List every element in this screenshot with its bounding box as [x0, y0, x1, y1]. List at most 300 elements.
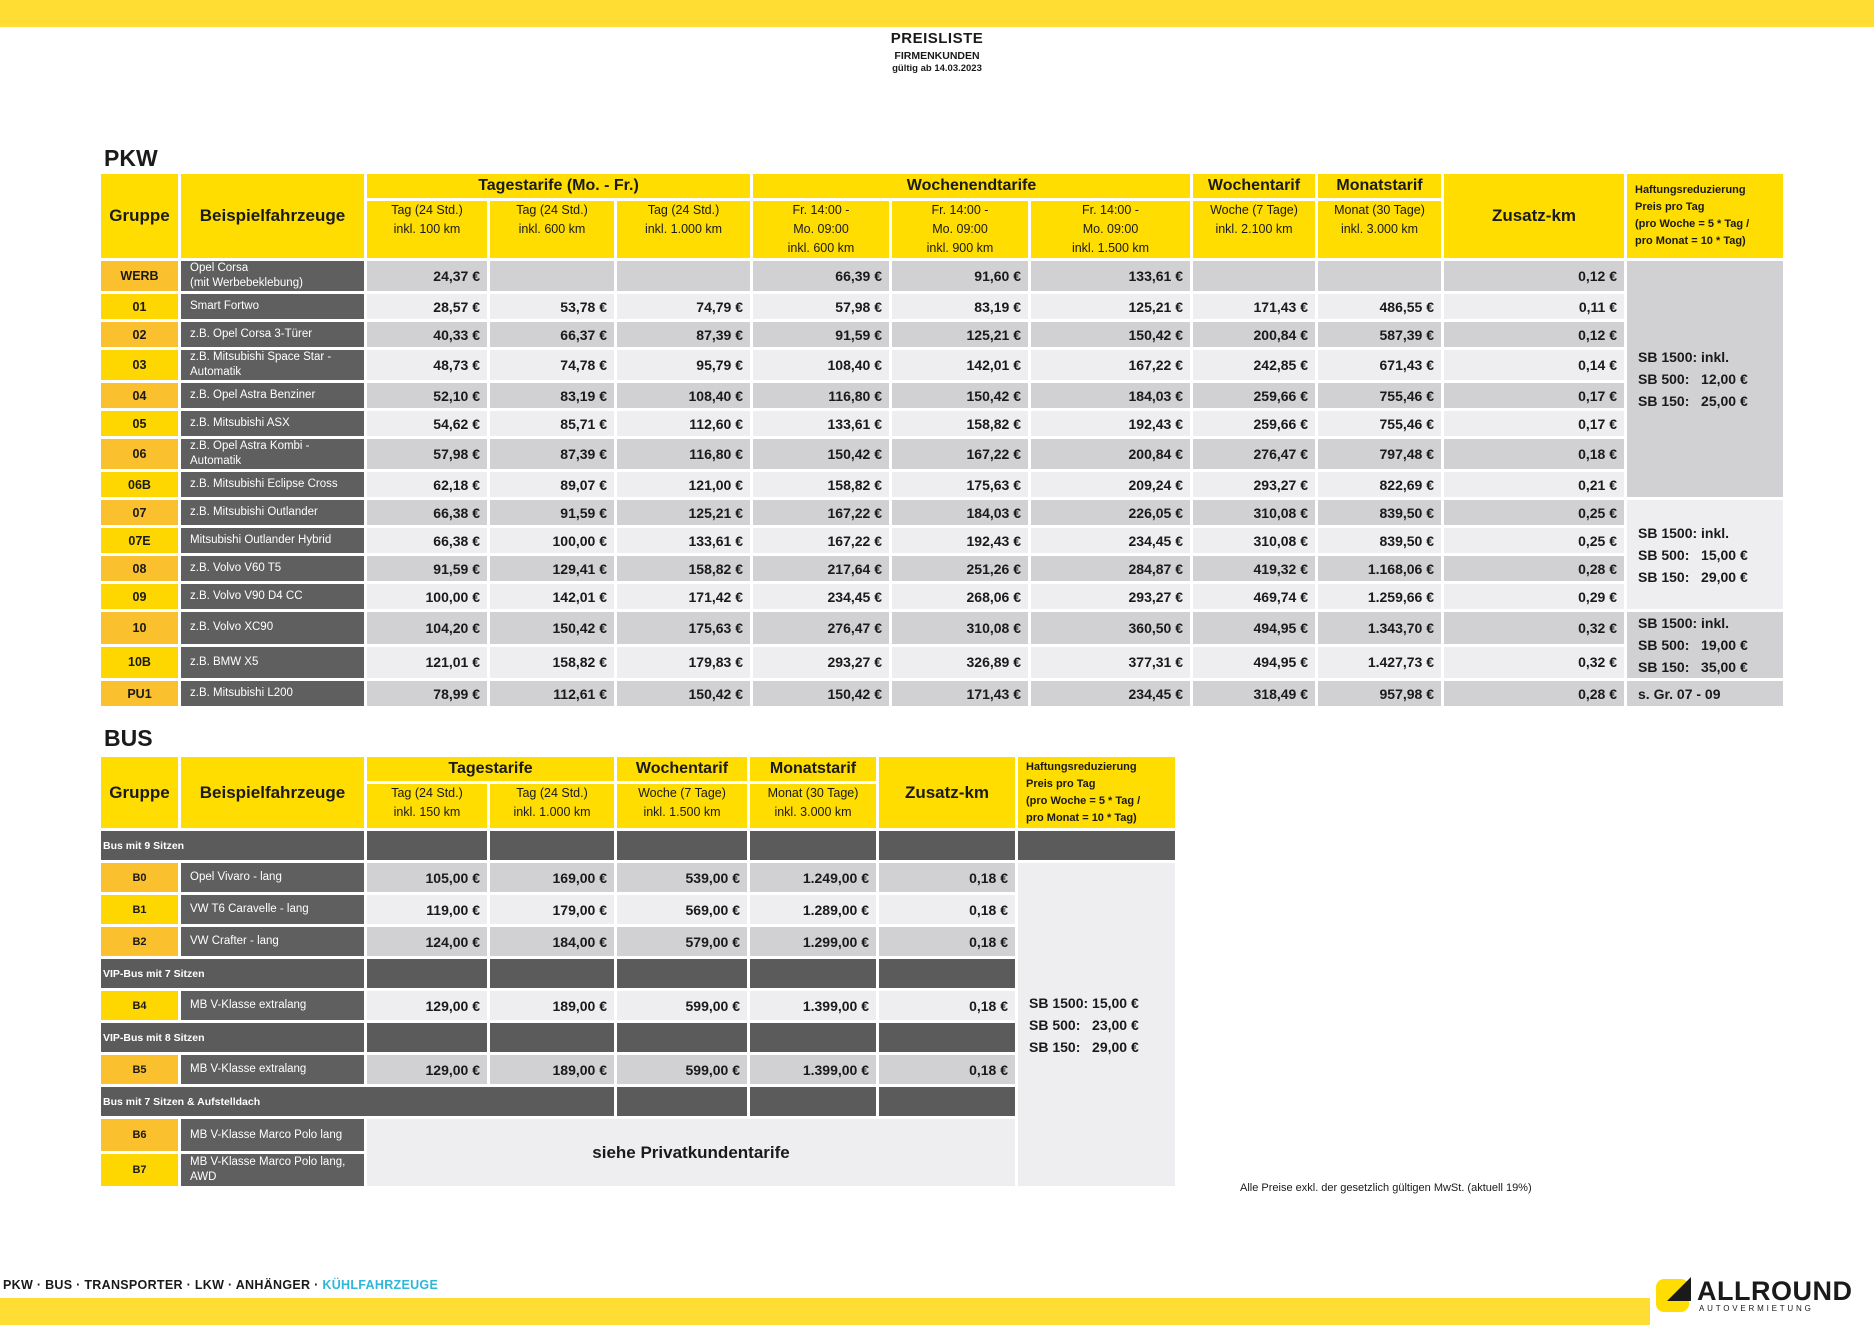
bus-category-filler: [490, 1023, 614, 1052]
pkw-group-code: 10B: [101, 647, 178, 679]
pkw-price-km: 0,25 €: [1444, 528, 1624, 553]
pkw-price-d2: 83,19 €: [490, 383, 614, 408]
pkw-header-we-1500km: Fr. 14:00 - Mo. 09:00 inkl. 1.500 km: [1031, 201, 1190, 258]
pkw-vehicle-example: z.B. Mitsubishi Eclipse Cross: [181, 472, 364, 497]
pkw-price-month: 822,69 €: [1318, 472, 1441, 497]
bus-deductible-line: SB 150: 29,00 €: [1029, 1038, 1139, 1055]
pkw-price-w2: 142,01 €: [892, 350, 1028, 380]
pkw-price-month: 1.427,73 €: [1318, 647, 1441, 679]
pkw-price-w2: 167,22 €: [892, 439, 1028, 469]
pkw-price-d2: 53,78 €: [490, 294, 614, 319]
pkw-header-tag-600km: Tag (24 Std.) inkl. 600 km: [490, 201, 614, 258]
pkw-price-month: 587,39 €: [1318, 322, 1441, 347]
bus-category-row: [101, 831, 1175, 860]
pkw-price-km: 0,29 €: [1444, 584, 1624, 609]
pkw-price-month: 839,50 €: [1318, 500, 1441, 525]
pkw-price-d1: 48,73 €: [367, 350, 487, 380]
pkw-price-w3: 234,45 €: [1031, 681, 1190, 706]
bus-price-d2: 189,00 €: [490, 991, 614, 1020]
bus-price-week: 599,00 €: [617, 991, 747, 1020]
pkw-price-w1: 116,80 €: [753, 383, 889, 408]
pkw-price-km: 0,25 €: [1444, 500, 1624, 525]
bus-price-d1: 105,00 €: [367, 863, 487, 892]
bus-header-beispielfahrzeuge: Beispielfahrzeuge: [181, 757, 364, 828]
pkw-price-week: 494,95 €: [1193, 612, 1315, 644]
pkw-price-w2: 171,43 €: [892, 681, 1028, 706]
bus-price-d2: 179,00 €: [490, 895, 614, 924]
pkw-row: [101, 500, 1783, 525]
pkw-price-d1: 66,38 €: [367, 528, 487, 553]
pkw-price-d2: 85,71 €: [490, 411, 614, 436]
pkw-header-zusatz-km: Zusatz-km: [1444, 174, 1624, 258]
bus-header-zusatz-km: Zusatz-km: [879, 757, 1015, 828]
pkw-price-w1: 293,27 €: [753, 647, 889, 679]
pkw-price-d3: 175,63 €: [617, 612, 750, 644]
pkw-price-d2: 89,07 €: [490, 472, 614, 497]
pkw-price-km: 0,14 €: [1444, 350, 1624, 380]
pkw-price-km: 0,32 €: [1444, 647, 1624, 679]
bus-category-label: Bus mit 7 Sitzen & Aufstelldach: [101, 1087, 614, 1116]
pkw-price-d1: 78,99 €: [367, 681, 487, 706]
pkw-vehicle-example: Opel Corsa (mit Werbebeklebung): [181, 261, 364, 291]
pkw-group-code: 02: [101, 322, 178, 347]
pkw-price-month: 957,98 €: [1318, 681, 1441, 706]
bus-category-filler: [617, 831, 747, 860]
pkw-price-month: [1318, 261, 1441, 291]
bus-group-code: B4: [101, 991, 178, 1020]
bus-category-filler: [490, 959, 614, 988]
pkw-group-code: 07: [101, 500, 178, 525]
footer-category-line: PKW · BUS · TRANSPORTER · LKW · ANHÄNGER · KÜHLFAHRZEUGE: [3, 1278, 439, 1292]
pkw-price-d3: 133,61 €: [617, 528, 750, 553]
bus-price-month: 1.299,00 €: [750, 927, 876, 956]
footer-categories: PKW · BUS · TRANSPORTER · LKW · ANHÄNGER: [3, 1278, 311, 1292]
pkw-group-code: 08: [101, 556, 178, 581]
pkw-vehicle-example: z.B. BMW X5: [181, 647, 364, 679]
pkw-header-monatstarif: Monatstarif: [1318, 174, 1441, 198]
pkw-vehicle-example: z.B. Mitsubishi Outlander: [181, 500, 364, 525]
pkw-price-d2: 74,78 €: [490, 350, 614, 380]
pkw-vehicle-example: z.B. Volvo V60 T5: [181, 556, 364, 581]
pkw-price-month: 1.343,70 €: [1318, 612, 1441, 644]
pkw-header-we-900km: Fr. 14:00 - Mo. 09:00 inkl. 900 km: [892, 201, 1028, 258]
bus-category-row: [101, 1087, 1175, 1116]
pkw-group-code: WERB: [101, 261, 178, 291]
pkw-price-km: 0,11 €: [1444, 294, 1624, 319]
bus-group-code: B5: [101, 1055, 178, 1084]
pkw-price-d1: 66,38 €: [367, 500, 487, 525]
pkw-price-month: 755,46 €: [1318, 383, 1441, 408]
pkw-vehicle-example: z.B. Opel Astra Benziner: [181, 383, 364, 408]
pkw-price-w3: 200,84 €: [1031, 439, 1190, 469]
pkw-group-code: 09: [101, 584, 178, 609]
pkw-group-code: 06B: [101, 472, 178, 497]
pkw-price-month: 1.168,06 €: [1318, 556, 1441, 581]
pkw-header-beispielfahrzeuge: Beispielfahrzeuge: [181, 174, 364, 258]
pkw-price-d3: 179,83 €: [617, 647, 750, 679]
pkw-price-d3: 116,80 €: [617, 439, 750, 469]
pkw-price-w2: 326,89 €: [892, 647, 1028, 679]
footer-highlight-category: KÜHLFAHRZEUGE: [322, 1278, 439, 1292]
pkw-price-w1: 167,22 €: [753, 528, 889, 553]
pkw-price-d3: 171,42 €: [617, 584, 750, 609]
pkw-price-w2: 184,03 €: [892, 500, 1028, 525]
pkw-price-w3: 184,03 €: [1031, 383, 1190, 408]
pkw-price-w2: 251,26 €: [892, 556, 1028, 581]
bus-row: [101, 927, 1175, 956]
pkw-group-code: 10: [101, 612, 178, 644]
pkw-price-km: 0,21 €: [1444, 472, 1624, 497]
bus-price-d2: 169,00 €: [490, 863, 614, 892]
bus-price-month: 1.399,00 €: [750, 991, 876, 1020]
pkw-group-code: 03: [101, 350, 178, 380]
pkw-vehicle-example: z.B. Opel Astra Kombi - Automatik: [181, 439, 364, 469]
pkw-price-w1: 66,39 €: [753, 261, 889, 291]
pkw-price-d2: 112,61 €: [490, 681, 614, 706]
bus-row: [101, 991, 1175, 1020]
bus-price-month: 1.249,00 €: [750, 863, 876, 892]
bus-row: [101, 863, 1175, 892]
logo-brand-name: ALLROUND: [1697, 1276, 1853, 1306]
bus-category-filler: [617, 1087, 747, 1116]
pkw-price-month: 755,46 €: [1318, 411, 1441, 436]
pkw-price-km: 0,28 €: [1444, 681, 1624, 706]
pkw-header-haftungsreduzierung: Haftungsreduzierung Preis pro Tag (pro Woche = 5 * Tag / pro Monat = 10 * Tag): [1627, 174, 1783, 258]
bus-price-week: 599,00 €: [617, 1055, 747, 1084]
bus-category-filler: [750, 831, 876, 860]
pkw-price-w1: 150,42 €: [753, 681, 889, 706]
pkw-price-w3: 133,61 €: [1031, 261, 1190, 291]
pkw-price-d1: 104,20 €: [367, 612, 487, 644]
bus-group-code: B7: [101, 1154, 178, 1186]
pkw-price-w1: 133,61 €: [753, 411, 889, 436]
pkw-deductible-line: SB 1500: inkl.: [1638, 615, 1730, 631]
pkw-price-w2: 310,08 €: [892, 612, 1028, 644]
bus-category-label: Bus mit 9 Sitzen: [101, 831, 364, 860]
bus-category-filler: [367, 959, 487, 988]
bus-group-code: B1: [101, 895, 178, 924]
pkw-row: [101, 472, 1783, 497]
pkw-price-d1: 62,18 €: [367, 472, 487, 497]
pkw-row: [101, 647, 1783, 679]
pkw-price-d3: 108,40 €: [617, 383, 750, 408]
bus-category-filler: [879, 1023, 1015, 1052]
pkw-vehicle-example: z.B. Mitsubishi ASX: [181, 411, 364, 436]
pkw-group-code: 05: [101, 411, 178, 436]
pkw-price-d1: 24,37 €: [367, 261, 487, 291]
pkw-price-d1: 52,10 €: [367, 383, 487, 408]
pkw-price-d2: [490, 261, 614, 291]
bus-section-label: BUS: [104, 725, 153, 751]
pkw-header-monat-3000km: Monat (30 Tage) inkl. 3.000 km: [1318, 201, 1441, 258]
pkw-price-d3: 95,79 €: [617, 350, 750, 380]
pkw-row: [101, 383, 1783, 408]
top-yellow-band: [0, 0, 1874, 27]
pkw-price-w1: 276,47 €: [753, 612, 889, 644]
pkw-price-month: 486,55 €: [1318, 294, 1441, 319]
bus-price-km: 0,18 €: [879, 1055, 1015, 1084]
pkw-header-wochentarif: Wochentarif: [1193, 174, 1315, 198]
bus-price-km: 0,18 €: [879, 991, 1015, 1020]
pkw-price-d2: 158,82 €: [490, 647, 614, 679]
pkw-header-tagestarife: Tagestarife (Mo. - Fr.): [367, 174, 750, 198]
bus-price-d1: 124,00 €: [367, 927, 487, 956]
pkw-header-tag-100km: Tag (24 Std.) inkl. 100 km: [367, 201, 487, 258]
pkw-price-w2: 268,06 €: [892, 584, 1028, 609]
pkw-price-d3: 158,82 €: [617, 556, 750, 581]
pkw-group-code: 01: [101, 294, 178, 319]
bus-category-filler: [879, 831, 1015, 860]
pkw-price-d3: [617, 261, 750, 291]
bus-category-filler: [367, 831, 487, 860]
bottom-yellow-band: [0, 1298, 1650, 1325]
pkw-row: [101, 681, 1783, 706]
pkw-price-w1: 167,22 €: [753, 500, 889, 525]
pkw-price-km: 0,28 €: [1444, 556, 1624, 581]
pkw-price-w1: 234,45 €: [753, 584, 889, 609]
pkw-price-w1: 91,59 €: [753, 322, 889, 347]
pkw-price-week: 200,84 €: [1193, 322, 1315, 347]
pkw-price-km: 0,12 €: [1444, 261, 1624, 291]
pkw-price-d2: 150,42 €: [490, 612, 614, 644]
bus-deductible-block: [1018, 863, 1175, 1186]
bus-price-week: 539,00 €: [617, 863, 747, 892]
pkw-price-week: 242,85 €: [1193, 350, 1315, 380]
bus-header-gruppe: Gruppe: [101, 757, 178, 828]
bus-deductible-line: SB 500: 23,00 €: [1029, 1016, 1139, 1033]
pkw-deductible-line: SB 1500: inkl.: [1638, 349, 1730, 365]
bus-deductible-line: SB 1500: 15,00 €: [1029, 994, 1139, 1011]
pkw-row: [101, 612, 1783, 644]
see-private-rates-note: siehe Privatkundentarife: [367, 1119, 1015, 1186]
bus-category-row: [101, 959, 1175, 988]
pkw-price-km: 0,18 €: [1444, 439, 1624, 469]
pkw-price-week: 318,49 €: [1193, 681, 1315, 706]
pkw-deductible-block: [1627, 261, 1783, 497]
bus-price-month: 1.289,00 €: [750, 895, 876, 924]
pkw-price-w3: 192,43 €: [1031, 411, 1190, 436]
pkw-header-woche-2100km: Woche (7 Tage) inkl. 2.100 km: [1193, 201, 1315, 258]
pkw-row: [101, 439, 1783, 469]
bus-price-week: 579,00 €: [617, 927, 747, 956]
pkw-deductible-line: SB 150: 29,00 €: [1638, 568, 1748, 585]
bus-category-filler: [617, 959, 747, 988]
pkw-group-code: 06: [101, 439, 178, 469]
pkw-price-w2: 175,63 €: [892, 472, 1028, 497]
bus-row: [101, 1055, 1175, 1084]
pkw-price-week: 310,08 €: [1193, 500, 1315, 525]
pkw-deductible-line: SB 500: 15,00 €: [1638, 546, 1748, 563]
bus-category-row: [101, 1023, 1175, 1052]
pkw-price-w3: 377,31 €: [1031, 647, 1190, 679]
pkw-price-w3: 360,50 €: [1031, 612, 1190, 644]
bus-price-d1: 129,00 €: [367, 1055, 487, 1084]
pkw-price-d3: 125,21 €: [617, 500, 750, 525]
pkw-price-d2: 100,00 €: [490, 528, 614, 553]
pkw-group-code: PU1: [101, 681, 178, 706]
bus-price-km: 0,18 €: [879, 927, 1015, 956]
pkw-row: [101, 322, 1783, 347]
pkw-price-week: 276,47 €: [1193, 439, 1315, 469]
bus-category-filler: [490, 831, 614, 860]
bus-header-monat-3000km: Monat (30 Tage) inkl. 3.000 km: [750, 784, 876, 828]
bus-header-haftungsreduzierung: Haftungsreduzierung Preis pro Tag (pro Woche = 5 * Tag / pro Monat = 10 * Tag): [1018, 757, 1175, 828]
pkw-row: [101, 261, 1783, 291]
pkw-vehicle-example: Smart Fortwo: [181, 294, 364, 319]
document-title: PREISLISTE: [890, 30, 984, 47]
bus-vehicle-example: MB V-Klasse extralang: [181, 991, 364, 1020]
pkw-group-code: 04: [101, 383, 178, 408]
pkw-section-label: PKW: [104, 145, 158, 171]
pkw-price-week: 259,66 €: [1193, 383, 1315, 408]
pkw-price-d3: 74,79 €: [617, 294, 750, 319]
pkw-price-d1: 57,98 €: [367, 439, 487, 469]
pkw-price-d2: 129,41 €: [490, 556, 614, 581]
pkw-row: [101, 556, 1783, 581]
bus-category-label: VIP-Bus mit 7 Sitzen: [101, 959, 364, 988]
pkw-price-d2: 87,39 €: [490, 439, 614, 469]
pkw-price-w3: 150,42 €: [1031, 322, 1190, 347]
pkw-price-d1: 91,59 €: [367, 556, 487, 581]
bus-vehicle-example: MB V-Klasse extralang: [181, 1055, 364, 1084]
pkw-price-w3: 226,05 €: [1031, 500, 1190, 525]
document-subtitle: FIRMENKUNDEN: [894, 50, 980, 62]
bus-category-filler: [750, 959, 876, 988]
bus-price-d2: 184,00 €: [490, 927, 614, 956]
pkw-header-wochenendtarife: Wochenendtarife: [753, 174, 1190, 198]
pkw-price-d3: 112,60 €: [617, 411, 750, 436]
pkw-price-week: 171,43 €: [1193, 294, 1315, 319]
pkw-vehicle-example: z.B. Opel Corsa 3-Türer: [181, 322, 364, 347]
pkw-price-w2: 83,19 €: [892, 294, 1028, 319]
pkw-price-w3: 234,45 €: [1031, 528, 1190, 553]
bus-group-code: B0: [101, 863, 178, 892]
pkw-vehicle-example: z.B. Mitsubishi Space Star - Automatik: [181, 350, 364, 380]
pkw-price-w1: 217,64 €: [753, 556, 889, 581]
pkw-vehicle-example: z.B. Mitsubishi L200: [181, 681, 364, 706]
bus-vehicle-example: MB V-Klasse Marco Polo lang: [181, 1119, 364, 1151]
pkw-price-month: 671,43 €: [1318, 350, 1441, 380]
pkw-deductible-block: [1627, 681, 1783, 706]
document-header: [0, 30, 1874, 74]
pkw-price-month: 839,50 €: [1318, 528, 1441, 553]
bus-price-d2: 189,00 €: [490, 1055, 614, 1084]
pkw-price-km: 0,12 €: [1444, 322, 1624, 347]
pkw-price-d1: 28,57 €: [367, 294, 487, 319]
bus-price-km: 0,18 €: [879, 895, 1015, 924]
pkw-price-w3: 125,21 €: [1031, 294, 1190, 319]
pkw-deductible-line: SB 150: 25,00 €: [1638, 393, 1748, 409]
pkw-price-w2: 91,60 €: [892, 261, 1028, 291]
pkw-price-d1: 121,01 €: [367, 647, 487, 679]
pkw-row: [101, 584, 1783, 609]
bus-group-code: B6: [101, 1119, 178, 1151]
vat-footnote: Alle Preise exkl. der gesetzlich gültigen MwSt. (aktuell 19%): [1240, 1182, 1532, 1194]
pkw-deductible-line: SB 150: 35,00 €: [1638, 659, 1748, 675]
bus-vehicle-example: VW Crafter - lang: [181, 927, 364, 956]
pkw-price-d2: 142,01 €: [490, 584, 614, 609]
pkw-row: [101, 411, 1783, 436]
pkw-price-w1: 158,82 €: [753, 472, 889, 497]
pkw-price-w3: 167,22 €: [1031, 350, 1190, 380]
pkw-price-d2: 66,37 €: [490, 322, 614, 347]
pkw-vehicle-example: z.B. Volvo V90 D4 CC: [181, 584, 364, 609]
pkw-price-km: 0,17 €: [1444, 411, 1624, 436]
pkw-vehicle-example: z.B. Volvo XC90: [181, 612, 364, 644]
bus-price-d1: 129,00 €: [367, 991, 487, 1020]
pkw-price-w3: 293,27 €: [1031, 584, 1190, 609]
pkw-price-km: 0,17 €: [1444, 383, 1624, 408]
pkw-price-d1: 100,00 €: [367, 584, 487, 609]
bus-vehicle-example: VW T6 Caravelle - lang: [181, 895, 364, 924]
pkw-price-week: 494,95 €: [1193, 647, 1315, 679]
pkw-price-w3: 209,24 €: [1031, 472, 1190, 497]
pkw-price-d2: 91,59 €: [490, 500, 614, 525]
bus-price-table: [98, 754, 1178, 1189]
pkw-price-week: 419,32 €: [1193, 556, 1315, 581]
bus-category-filler: [617, 1023, 747, 1052]
bus-category-filler: [750, 1023, 876, 1052]
bus-price-week: 569,00 €: [617, 895, 747, 924]
bus-header-tag-150km: Tag (24 Std.) inkl. 150 km: [367, 784, 487, 828]
pkw-price-week: 310,08 €: [1193, 528, 1315, 553]
pkw-deductible-line: SB 1500: inkl.: [1638, 524, 1730, 541]
bus-category-filler: [750, 1087, 876, 1116]
logo-brand-subtitle: AUTOVERMIETUNG: [1699, 1304, 1814, 1313]
pkw-deductible-line: SB 500: 12,00 €: [1638, 371, 1748, 387]
pkw-price-week: 469,74 €: [1193, 584, 1315, 609]
bus-price-month: 1.399,00 €: [750, 1055, 876, 1084]
bus-price-d1: 119,00 €: [367, 895, 487, 924]
bus-category-label: VIP-Bus mit 8 Sitzen: [101, 1023, 364, 1052]
pkw-price-week: 293,27 €: [1193, 472, 1315, 497]
logo-mark-icon: [1656, 1279, 1689, 1312]
bus-header-tag-1000km: Tag (24 Std.) inkl. 1.000 km: [490, 784, 614, 828]
pkw-deductible-line: SB 500: 19,00 €: [1638, 637, 1748, 653]
bus-price-km: 0,18 €: [879, 863, 1015, 892]
pkw-vehicle-example: Mitsubishi Outlander Hybrid: [181, 528, 364, 553]
pkw-row: [101, 294, 1783, 319]
bus-category-filler: [1018, 831, 1175, 860]
pkw-price-table: [98, 171, 1786, 709]
pkw-price-w1: 57,98 €: [753, 294, 889, 319]
pkw-price-w1: 108,40 €: [753, 350, 889, 380]
bus-row: [101, 1119, 1175, 1151]
pkw-deductible-block: [1627, 500, 1783, 609]
pkw-price-w2: 150,42 €: [892, 383, 1028, 408]
pkw-group-code: 07E: [101, 528, 178, 553]
pkw-price-w2: 158,82 €: [892, 411, 1028, 436]
bus-vehicle-example: MB V-Klasse Marco Polo lang, AWD: [181, 1154, 364, 1186]
valid-from-date: gültig ab 14.03.2023: [892, 63, 982, 74]
pkw-header-we-600km: Fr. 14:00 - Mo. 09:00 inkl. 600 km: [753, 201, 889, 258]
pkw-row: [101, 350, 1783, 380]
bus-category-filler: [879, 1087, 1015, 1116]
pkw-header-gruppe: Gruppe: [101, 174, 178, 258]
pkw-price-week: [1193, 261, 1315, 291]
bus-header-monatstarif: Monatstarif: [750, 757, 876, 781]
pkw-price-w1: 150,42 €: [753, 439, 889, 469]
bus-vehicle-example: Opel Vivaro - lang: [181, 863, 364, 892]
pkw-price-d3: 87,39 €: [617, 322, 750, 347]
pkw-price-d1: 40,33 €: [367, 322, 487, 347]
pkw-price-month: 1.259,66 €: [1318, 584, 1441, 609]
pkw-price-w3: 284,87 €: [1031, 556, 1190, 581]
bus-group-code: B2: [101, 927, 178, 956]
pkw-deductible-block: [1627, 612, 1783, 678]
bus-header-tagestarife: Tagestarife: [367, 757, 614, 781]
pkw-price-d3: 150,42 €: [617, 681, 750, 706]
